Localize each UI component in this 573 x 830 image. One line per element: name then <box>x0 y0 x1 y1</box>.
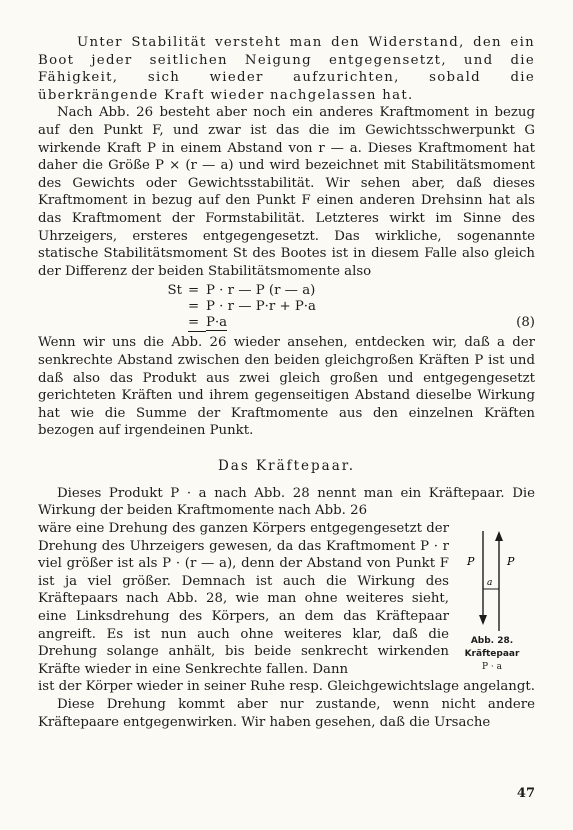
paragraph-drehung: wäre eine Drehung des ganzen Körpers entgegengesetzt der Drehung des Uhrzeigers gewesen, da das Kraftmoment P · r viel größer ist als P · (r — a), denn der Abstand von Punkt F ist ja viel größer. Demnach ist auch die Wirkung des Kräftepaars nach Abb. 28, wie man ohne weiteres sieht, eine Linksdrehung des Körpers, an dem das Kräftepaar angreift. Es ist nun auch ohne weiteres klar, daß die Drehung solange anhält, bis beide senkrecht wirkenden Kräfte wieder in eine Senkrechte fallen. Dann <box>38 521 449 677</box>
equation-8 <box>38 283 535 331</box>
equation-number: (8) <box>516 315 535 331</box>
label-force-right: P <box>507 554 515 568</box>
figure-kraeftepaar <box>449 527 535 674</box>
equation-relation: = <box>188 315 206 332</box>
equation-relation: = <box>188 283 200 299</box>
label-force-left: P <box>467 554 475 568</box>
paragraph-kraftmoment: Nach Abb. 26 besteht aber noch ein anderes Kraftmoment in bezug auf den Punkt F, und zwar ist das die im Gewichtsschwerpunkt G wirkende Kraft P in einem Abstand von r — a. Dieses Kraftmoment hat daher die Größe P × (r — a) und wird bezeichnet mit Stabilitätsmoment des Gewichts oder Gewichtsstabilität. Wir sehen aber, daß dieses Kraftmoment in bezug auf den Punkt F einen anderen Drehsinn hat als das Kraftmoment der Formstabilität. Letzteres wirkt im Sinne des Uhrzeigers, ersteres entgegengesetzt. Das wirkliche, sogenannte statische Stabilitätsmoment St des Bootes ist in diesem Falle also gleich der Differenz der beiden Stabilitätsmomente also <box>38 105 535 279</box>
paragraph-gleichgewicht: ist der Körper wieder in seiner Ruhe resp. Gleichgewichtslage angelangt. <box>38 679 535 695</box>
equation-lhs: St <box>167 283 182 299</box>
paragraph-abstand: Wenn wir uns die Abb. 26 wieder ansehen, entdecken wir, daß a der senkrechte Abstand zwischen den beiden gleichgroßen Kräften P ist und daß also das Produkt aus zwei gleich großen und entgegengesetzt gerichteten Kräften und ihrem gegenseitigen Abstand dieselbe Wirkung hat wie die Summe der Kraftmomente aus den einzelnen Kräften bezogen auf irgendeinen Punkt. <box>38 335 535 439</box>
page-number: 47 <box>516 786 535 801</box>
equation-relation: = <box>188 299 200 315</box>
figure-caption-formula: P · a <box>481 661 502 672</box>
equation-line-2: P · r — P·r + P·a <box>206 299 316 315</box>
force-couple-diagram <box>457 527 527 635</box>
section-heading: Das Kräftepaar. <box>217 457 356 474</box>
section-kraeftepaar <box>38 485 535 731</box>
equation-line-3: P·a <box>206 315 228 331</box>
paragraph-produkt: Dieses Produkt P · a nach Abb. 28 nennt man ein Kräftepaar. Die Wirkung der beiden Kraftmomente nach Abb. 26 <box>38 485 535 519</box>
paragraph-definition: Unter Stabilität versteht man den Widerstand, den ein Boot jeder seitlichen Neigung entgegensetzt, und die Fähigkeit, sich wieder aufzurichten, sobald die überkrängende Kraft wieder nachgelassen hat. <box>38 35 535 103</box>
equation-line-1: P · r — P (r — a) <box>206 283 316 299</box>
page-body <box>38 34 535 731</box>
label-distance: a <box>487 577 493 588</box>
figure-caption-name: Kräftepaar <box>464 648 520 659</box>
paragraph-ursache: Diese Drehung kommt aber nur zustande, wenn nicht andere Kräftepaare entgegenwirken. Wir haben gesehen, daß die Ursache <box>38 697 535 730</box>
figure-caption-title: Abb. 28. <box>470 635 514 646</box>
